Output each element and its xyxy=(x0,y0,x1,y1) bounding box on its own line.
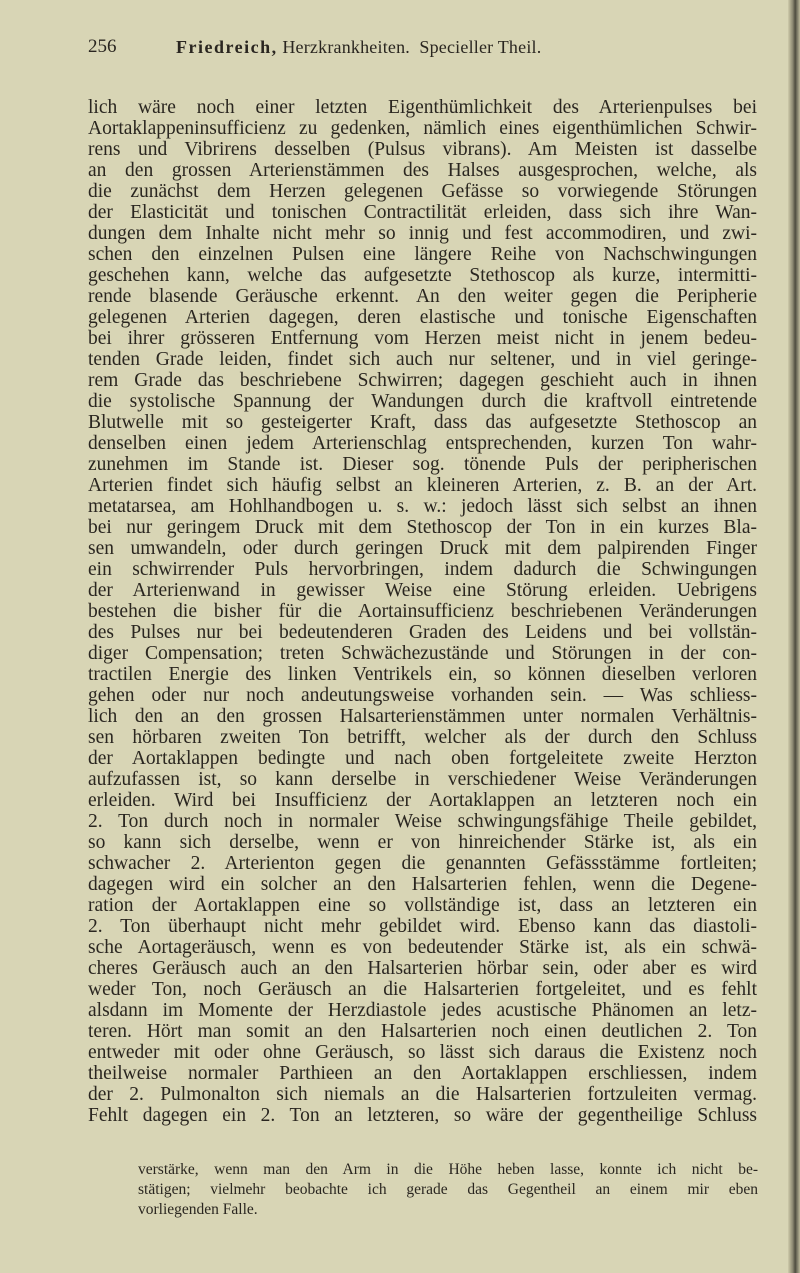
text-line: ein schwirrender Puls hervorbringen, indem dadurch die Schwingungen xyxy=(88,559,757,580)
text-line: bestehen die bisher für die Aortainsufficienz beschriebenen Veränderungen xyxy=(88,601,757,622)
text-line: Blutwelle mit so gesteigerter Kraft, dass das aufgesetzte Stethoscop an xyxy=(88,412,757,433)
text-line: gehen oder nur noch andeutungsweise vorhanden sein. — Was schliess- xyxy=(88,685,757,706)
text-line: erleiden. Wird bei Insufficienz der Aortaklappen an letzteren noch ein xyxy=(88,790,757,811)
text-line: teren. Hört man somit an den Halsarterien noch einen deutlichen 2. Ton xyxy=(88,1021,757,1042)
text-line: der Elasticität und tonischen Contractilität erleiden, dass sich ihre Wan- xyxy=(88,202,757,223)
text-line: alsdann im Momente der Herzdiastole jedes acustische Phänomen an letz- xyxy=(88,1000,757,1021)
book-spine-edge xyxy=(788,0,800,1273)
text-line: tractilen Energie des linken Ventrikels ein, so können dieselben verloren xyxy=(88,664,757,685)
text-line: gelegenen Arterien dagegen, deren elastische und tonische Eigenschaften xyxy=(88,307,757,328)
text-line: an den grossen Arterienstämmen des Halses ausgesprochen, welche, als xyxy=(88,160,757,181)
text-line: die zunächst dem Herzen gelegenen Gefässe so vorwiegende Störungen xyxy=(88,181,757,202)
text-line: dungen dem Inhalte nicht mehr so innig und fest accommodiren, und zwi- xyxy=(88,223,757,244)
text-line: weder Ton, noch Geräusch an die Halsarterien fortgeleitet, und es fehlt xyxy=(88,979,757,1000)
text-line: Fehlt dagegen ein 2. Ton an letzteren, so wäre der gegentheilige Schluss xyxy=(88,1105,757,1126)
text-line: sen hörbaren zweiten Ton betrifft, welcher als der durch den Schluss xyxy=(88,727,757,748)
text-line: rens und Vibrirens desselben (Pulsus vibrans). Am Meisten ist dasselbe xyxy=(88,139,757,160)
section-title: Specieller Theil. xyxy=(419,37,542,57)
text-line: der Arterienwand in gewisser Weise eine Störung erleiden. Uebrigens xyxy=(88,580,757,601)
body-text xyxy=(88,97,757,1126)
footnote-line: vorliegenden Falle. xyxy=(138,1201,258,1218)
text-line: entweder mit oder ohne Geräusch, so lässt sich daraus die Existenz noch xyxy=(88,1042,757,1063)
text-line: bei ihrer grösseren Entfernung vom Herzen meist nicht in jenem bedeu- xyxy=(88,328,757,349)
text-line: schwacher 2. Arterienton gegen die genannten Gefässstämme fortleiten; xyxy=(88,853,757,874)
text-line: bei nur geringem Druck mit dem Stethoscop der Ton in ein kurzes Bla- xyxy=(88,517,757,538)
text-line: sen umwandeln, oder durch geringen Druck mit dem palpirenden Finger xyxy=(88,538,757,559)
text-line: tenden Grade leiden, findet sich auch nur seltener, und in viel geringe- xyxy=(88,349,757,370)
text-line: lich wäre noch einer letzten Eigenthümlichkeit des Arterienpulses bei xyxy=(88,97,757,118)
footnote-line: stätigen; vielmehr beobachte ich gerade das Gegentheil an einem mir eben xyxy=(138,1181,758,1198)
text-line: der 2. Pulmonalton sich niemals an die Halsarterien fortzuleiten vermag. xyxy=(88,1084,757,1105)
author-name: Friedreich, xyxy=(176,37,278,57)
text-line: theilweise normaler Parthieen an den Aortaklappen erschliessen, indem xyxy=(88,1063,757,1084)
text-line: schen den einzelnen Pulsen eine längere Reihe von Nachschwingungen xyxy=(88,244,757,265)
text-line: Aortaklappeninsufficienz zu gedenken, nämlich eines eigenthümlichen Schwir- xyxy=(88,118,757,139)
text-line: 2. Ton überhaupt nicht mehr gebildet wird. Ebenso kann das diastoli- xyxy=(88,916,757,937)
footnote-line: verstärke, wenn man den Arm in die Höhe heben lasse, konnte ich nicht be- xyxy=(138,1161,758,1178)
text-line: Arterien findet sich häufig selbst an kleineren Arterien, z. B. an der Art. xyxy=(88,475,757,496)
text-line: cheres Geräusch auch an den Halsarterien hörbar sein, oder aber es wird xyxy=(88,958,757,979)
text-line: die systolische Spannung der Wandungen durch die kraftvoll eintretende xyxy=(88,391,757,412)
text-line: metatarsea, am Hohlhandbogen u. s. w.: jedoch lässt sich selbst an ihnen xyxy=(88,496,757,517)
text-line: des Pulses nur bei bedeutenderen Graden des Leidens und bei vollstän- xyxy=(88,622,757,643)
text-line: dagegen wird ein solcher an den Halsarterien fehlen, wenn die Degene- xyxy=(88,874,757,895)
text-line: 2. Ton durch noch in normaler Weise schwingungsfähige Theile gebildet, xyxy=(88,811,757,832)
text-line: rem Grade das beschriebene Schwirren; dagegen geschieht auch in ihnen xyxy=(88,370,757,391)
text-line: der Aortaklappen bedingte und nach oben fortgeleitete zweite Herzton xyxy=(88,748,757,769)
running-title xyxy=(176,37,541,58)
text-line: zunehmen im Stande ist. Dieser sog. tönende Puls der peripherischen xyxy=(88,454,757,475)
text-line: diger Compensation; treten Schwächezustände und Störungen in der con- xyxy=(88,643,757,664)
text-line: rende blasende Geräusche erkennt. An den weiter gegen die Peripherie xyxy=(88,286,757,307)
text-line: so kann sich derselbe, wenn er von hinreichender Stärke ist, als ein xyxy=(88,832,757,853)
running-header xyxy=(88,36,757,62)
text-line: denselben einen jedem Arterienschlag entsprechenden, kurzen Ton wahr- xyxy=(88,433,757,454)
text-line: ration der Aortaklappen eine so vollständige ist, dass an letzteren ein xyxy=(88,895,757,916)
footnote xyxy=(138,1160,758,1220)
page-number: 256 xyxy=(88,36,117,57)
text-line: geschehen kann, welche das aufgesetzte Stethoscop als kurze, intermitti- xyxy=(88,265,757,286)
book-title: Herzkrankheiten. xyxy=(282,37,410,57)
text-line: sche Aortageräusch, wenn es von bedeutender Stärke ist, als ein schwä- xyxy=(88,937,757,958)
text-line: aufzufassen ist, so kann derselbe in verschiedener Weise Veränderungen xyxy=(88,769,757,790)
text-line: lich den an den grossen Halsarterienstämmen unter normalen Verhältnis- xyxy=(88,706,757,727)
